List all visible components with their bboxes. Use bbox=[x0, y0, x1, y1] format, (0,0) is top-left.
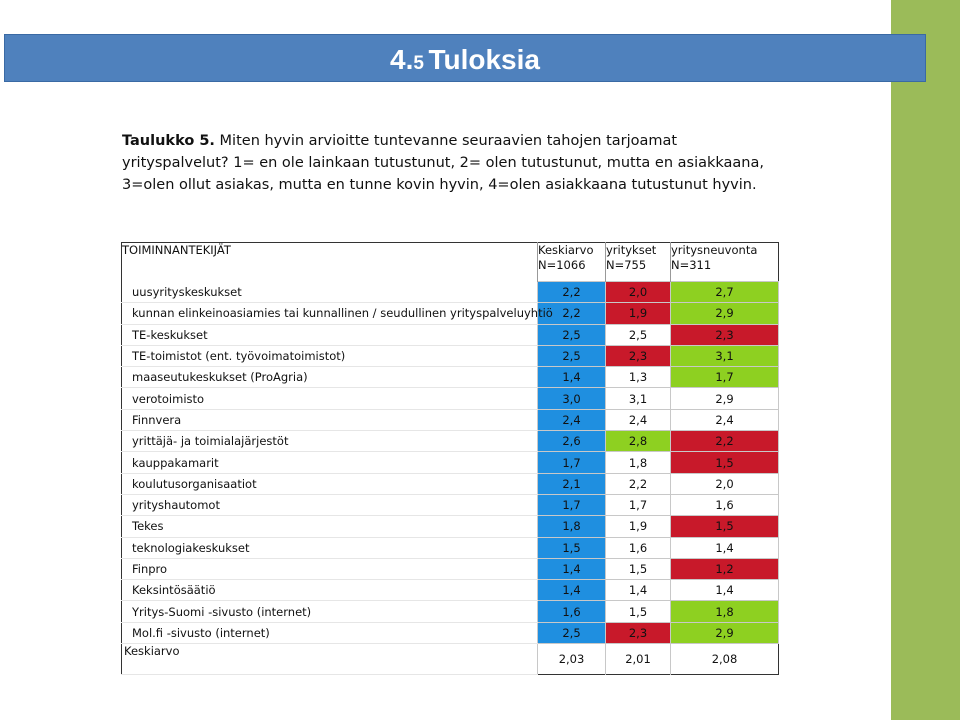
table-cell-value: 1,4 bbox=[671, 580, 779, 601]
table-cell-value: 2,6 bbox=[538, 431, 606, 452]
table-body bbox=[122, 282, 779, 644]
table-header-col-3-n: N=311 bbox=[671, 258, 712, 272]
table-cell-value: 2,3 bbox=[671, 324, 779, 345]
table-cell-value: 1,9 bbox=[606, 516, 671, 537]
table-row-actor-name: TE-toimistot (ent. työvoimatoimistot) bbox=[122, 345, 538, 366]
table-cell-value: 1,7 bbox=[538, 494, 606, 515]
table-row bbox=[122, 388, 779, 409]
table-caption bbox=[122, 130, 782, 196]
table-cell-value: 2,4 bbox=[538, 409, 606, 430]
table-row bbox=[122, 367, 779, 388]
table-cell-value: 2,9 bbox=[671, 303, 779, 324]
table-row bbox=[122, 537, 779, 558]
table-average-label: Keskiarvo bbox=[122, 644, 538, 675]
table-row-actor-name: Finpro bbox=[122, 558, 538, 579]
table-row bbox=[122, 282, 779, 303]
table-row-actor-name: Finnvera bbox=[122, 409, 538, 430]
table-row bbox=[122, 452, 779, 473]
table-row-actor-name: TE-keskukset bbox=[122, 324, 538, 345]
table-header-col-1-label: Keskiarvo bbox=[538, 243, 594, 257]
table-row-actor-name: yrittäjä- ja toimialajärjestöt bbox=[122, 431, 538, 452]
table-cell-value: 2,4 bbox=[671, 409, 779, 430]
table-row-actor-name: uusyrityskeskukset bbox=[122, 282, 538, 303]
table-row-actor-name: Tekes bbox=[122, 516, 538, 537]
table-cell-value: 1,8 bbox=[538, 516, 606, 537]
table-cell-value: 1,5 bbox=[671, 452, 779, 473]
table-row bbox=[122, 580, 779, 601]
table-cell-value: 2,5 bbox=[538, 622, 606, 643]
table-cell-value: 1,4 bbox=[538, 580, 606, 601]
table-row bbox=[122, 494, 779, 515]
results-table bbox=[121, 242, 779, 675]
table-cell-value: 2,3 bbox=[606, 622, 671, 643]
table-cell-value: 3,1 bbox=[671, 345, 779, 366]
table-cell-value: 1,4 bbox=[606, 580, 671, 601]
table-row-actor-name: kunnan elinkeinoasiamies tai kunnallinen / seudullinen yrityspalveluyhtiö bbox=[122, 303, 538, 324]
table-cell-value: 1,7 bbox=[606, 494, 671, 515]
table-row-actor-name: yrityshautomot bbox=[122, 494, 538, 515]
table-average-value: 2,03 bbox=[538, 644, 606, 675]
table-header-col-3-label: yritysneuvonta bbox=[671, 243, 758, 257]
table-cell-value: 2,3 bbox=[606, 345, 671, 366]
table-cell-value: 1,3 bbox=[606, 367, 671, 388]
table-header-col-3 bbox=[671, 243, 779, 282]
table-row bbox=[122, 431, 779, 452]
table-row bbox=[122, 601, 779, 622]
table-row bbox=[122, 345, 779, 366]
table-cell-value: 2,5 bbox=[538, 345, 606, 366]
table-cell-value: 2,9 bbox=[671, 622, 779, 643]
table-cell-value: 1,6 bbox=[538, 601, 606, 622]
table-cell-value: 2,2 bbox=[606, 473, 671, 494]
table-cell-value: 2,9 bbox=[671, 388, 779, 409]
table-cell-value: 2,7 bbox=[671, 282, 779, 303]
table-cell-value: 2,1 bbox=[538, 473, 606, 494]
slide-title-number: 4. bbox=[390, 44, 414, 75]
table-row bbox=[122, 622, 779, 643]
table-cell-value: 1,5 bbox=[538, 537, 606, 558]
table-row bbox=[122, 303, 779, 324]
table-cell-value: 1,5 bbox=[671, 516, 779, 537]
table-row bbox=[122, 558, 779, 579]
table-cell-value: 3,0 bbox=[538, 388, 606, 409]
table-row bbox=[122, 409, 779, 430]
table-row-actor-name: Yritys-Suomi -sivusto (internet) bbox=[122, 601, 538, 622]
table-cell-value: 2,5 bbox=[606, 324, 671, 345]
table-cell-value: 2,0 bbox=[671, 473, 779, 494]
slide-title-bar bbox=[4, 34, 926, 82]
table-row-actor-name: verotoimisto bbox=[122, 388, 538, 409]
table-average-row bbox=[122, 644, 779, 675]
table-row-actor-name: Mol.fi -sivusto (internet) bbox=[122, 622, 538, 643]
table-cell-value: 1,7 bbox=[671, 367, 779, 388]
table-average-value: 2,01 bbox=[606, 644, 671, 675]
table-cell-value: 2,4 bbox=[606, 409, 671, 430]
slide-title bbox=[5, 35, 925, 90]
table-cell-value: 1,7 bbox=[538, 452, 606, 473]
table-cell-value: 1,4 bbox=[538, 558, 606, 579]
table-header-col-1 bbox=[538, 243, 606, 282]
table-cell-value: 1,8 bbox=[606, 452, 671, 473]
table-cell-value: 1,4 bbox=[671, 537, 779, 558]
table-cell-value: 1,8 bbox=[671, 601, 779, 622]
table-cell-value: 2,2 bbox=[538, 282, 606, 303]
table-row-actor-name: kauppakamarit bbox=[122, 452, 538, 473]
table-header-col-2 bbox=[606, 243, 671, 282]
table-caption-text: Miten hyvin arvioitte tuntevanne seuraavien tahojen tarjoamat yrityspalvelut? 1= en ole lainkaan tutustunut, 2= olen tutustunut, mutta en asiakkaana, 3=olen ollut asiakas, mutta en tunne kovin hyvin, 4=olen asiakkaana tutustunut hyvin. bbox=[122, 133, 764, 193]
slide-side-accent bbox=[891, 0, 960, 720]
table-header-col-1-n: N=1066 bbox=[538, 258, 586, 272]
table-header-row bbox=[122, 243, 779, 282]
table-cell-value: 1,5 bbox=[606, 558, 671, 579]
table-row-actor-name: maaseutukeskukset (ProAgria) bbox=[122, 367, 538, 388]
table-cell-value: 2,0 bbox=[606, 282, 671, 303]
table-cell-value: 2,2 bbox=[538, 303, 606, 324]
table-row-actor-name: koulutusorganisaatiot bbox=[122, 473, 538, 494]
table-header-actors: TOIMINNANTEKIJÄT bbox=[122, 243, 231, 257]
table-header-col-2-n: N=755 bbox=[606, 258, 647, 272]
table-cell-value: 1,5 bbox=[606, 601, 671, 622]
table-cell-value: 1,4 bbox=[538, 367, 606, 388]
slide-title-subnumber: 5 bbox=[413, 53, 424, 74]
table-cell-value: 2,5 bbox=[538, 324, 606, 345]
table-row-actor-name: Keksintösäätiö bbox=[122, 580, 538, 601]
table-cell-value: 1,2 bbox=[671, 558, 779, 579]
table-row bbox=[122, 473, 779, 494]
table-cell-value: 2,8 bbox=[606, 431, 671, 452]
table-row bbox=[122, 516, 779, 537]
table-row-actor-name: teknologiakeskukset bbox=[122, 537, 538, 558]
table-header-col-2-label: yritykset bbox=[606, 243, 657, 257]
table-cell-value: 1,9 bbox=[606, 303, 671, 324]
table-cell-value: 1,6 bbox=[671, 494, 779, 515]
table-average-value: 2,08 bbox=[671, 644, 779, 675]
table-cell-value: 2,2 bbox=[671, 431, 779, 452]
table-caption-label: Taulukko 5. bbox=[122, 133, 215, 149]
slide-title-text: Tuloksia bbox=[428, 44, 540, 75]
table-row bbox=[122, 324, 779, 345]
table-cell-value: 3,1 bbox=[606, 388, 671, 409]
table-cell-value: 1,6 bbox=[606, 537, 671, 558]
